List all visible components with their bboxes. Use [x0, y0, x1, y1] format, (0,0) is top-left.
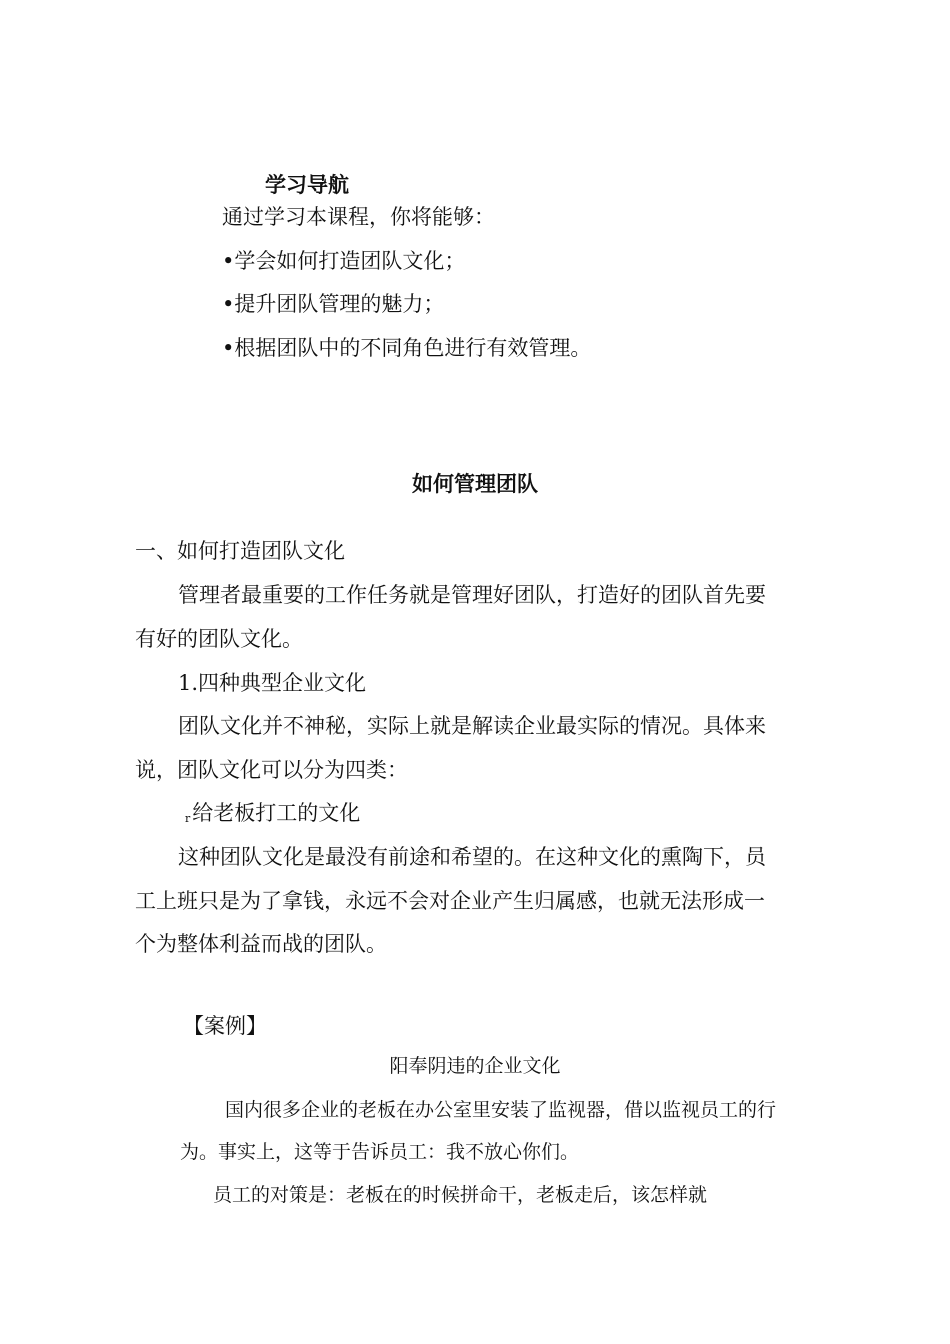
- paragraph-line: 工上班只是为了拿钱，永远不会对企业产生归属感，也就无法形成一: [135, 889, 765, 913]
- subsection-heading: 1.四种典型企业文化: [178, 671, 367, 695]
- nav-item: •学会如何打造团队文化；: [222, 249, 466, 273]
- paragraph-line: 管理者最重要的工作任务就是管理好团队，打造好的团队首先要: [178, 583, 766, 607]
- paragraph-line: 个为整体利益而战的团队。: [135, 932, 387, 956]
- nav-item: •提升团队管理的魅力；: [222, 292, 445, 316]
- nav-intro: 通过学习本课程，你将能够：: [222, 205, 495, 229]
- case-line: 国内很多企业的老板在办公室里安装了监视器，借以监视员工的行: [225, 1099, 777, 1121]
- paragraph-line: 说，团队文化可以分为四类：: [135, 758, 408, 782]
- paragraph-line: 有好的团队文化。: [135, 627, 303, 651]
- culture-type-item: [185, 803, 360, 824]
- case-label: 【案例】: [183, 1014, 267, 1038]
- nav-title: 学习导航: [265, 173, 349, 197]
- list-marker: r: [185, 812, 191, 825]
- paragraph-line: 团队文化并不神秘，实际上就是解读企业最实际的情况。具体来: [178, 714, 766, 738]
- section-heading: 一、如何打造团队文化: [135, 539, 345, 563]
- document-title: 如何管理团队: [412, 472, 538, 496]
- culture-type-label: 给老板打工的文化: [192, 801, 361, 825]
- case-line: 员工的对策是：老板在的时候拼命干，老板走后，该怎样就: [213, 1184, 708, 1206]
- case-title: 阳奉阴违的企业文化: [389, 1055, 561, 1077]
- case-line: 为。事实上，这等于告诉员工：我不放心你们。: [180, 1141, 580, 1163]
- nav-item: •根据团队中的不同角色进行有效管理。: [222, 336, 592, 360]
- paragraph-line: 这种团队文化是最没有前途和希望的。在这种文化的熏陶下，员: [178, 845, 766, 869]
